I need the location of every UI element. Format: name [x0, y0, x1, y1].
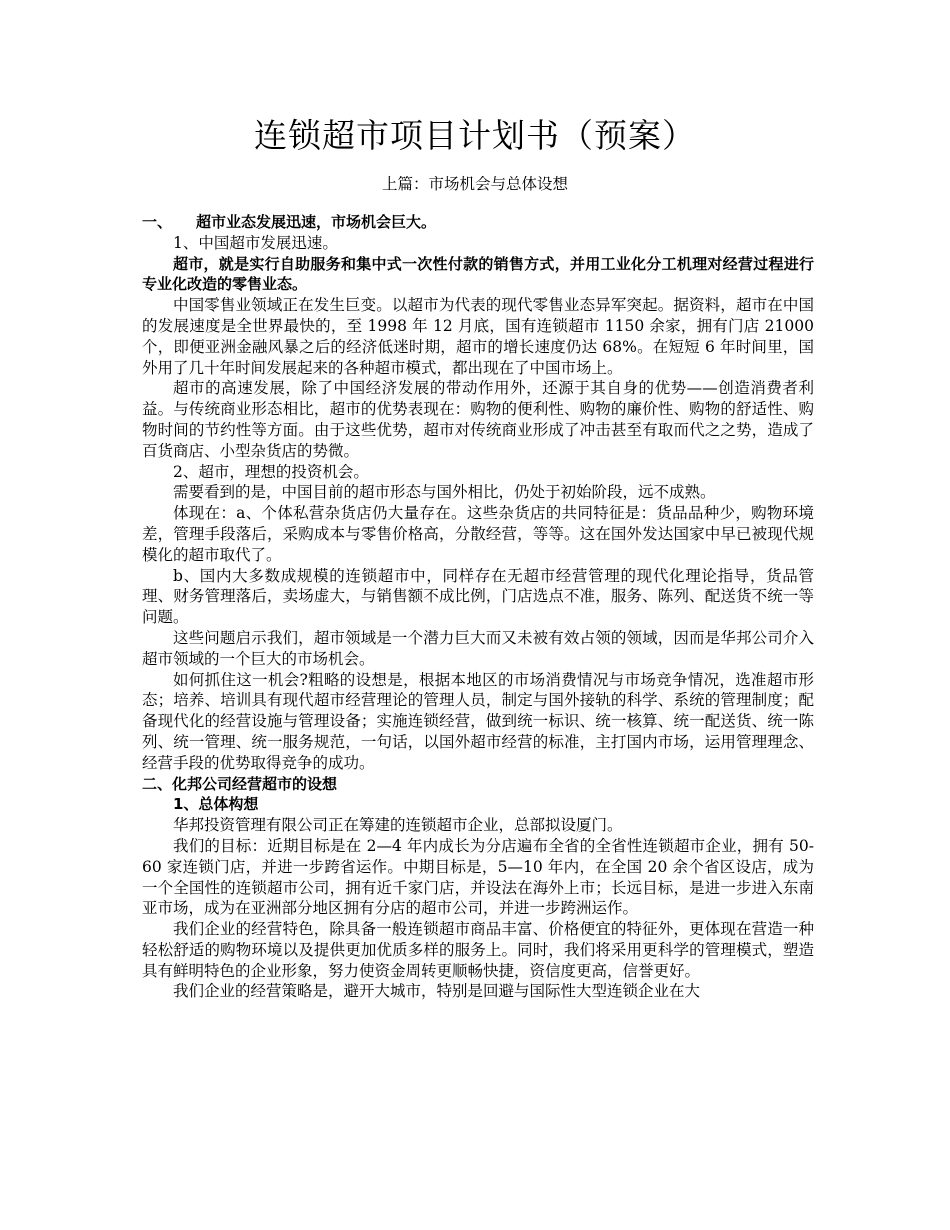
document-body [142, 212, 814, 1002]
section-1-heading [142, 212, 814, 233]
section-1-number: 一、 [142, 213, 173, 231]
paragraph: 超市的高速发展，除了中国经济发展的带动作用外，还源于其自身的优势——创造消费者利益。与传统商业形态相比，超市的优势表现在：购物的便利性、购物的廉价性、购物的舒适性、购物时间的节约性等方面。由于这些优势，超市对传统商业形成了冲击甚至有取而代之之势，造成了百货商店、小型杂货店的势微。 [142, 379, 814, 460]
paragraph: b、国内大多数成规模的连锁超市中，同样存在无超市经营管理的现代化理论指导，货品管理、财务管理落后，卖场虚大，与销售额不成比例，门店选点不准，服务、陈列、配送货不统一等问题。 [142, 566, 814, 627]
paragraph: 如何抓住这一机会?粗略的设想是，根据本地区的市场消费情况与市场竞争情况，选准超市形态；培养、培训具有现代超市经营理论的管理人员，制定与国外接轨的科学、系统的管理制度；配备现代化的经营设施与管理设备；实施连锁经营，做到统一标识、统一核算、统一配送货、统一陈列、统一管理、统一服务规范，一句话，以国外超市经营的标准，主打国内市场，运用管理理念、经营手段的优势取得竞争的成功。 [142, 670, 814, 772]
document-subtitle: 上篇：市场机会与总体设想 [381, 175, 568, 193]
document-title: 连锁超市项目计划书（预案） [254, 116, 696, 155]
paragraph: 我们企业的经营特色，除具备一般连锁超市商品丰富、价格便宜的特征外，更体现在营造一种轻松舒适的购物环境以及提供更加优质多样的服务上。同时，我们将采用更科学的管理模式，塑造具有鲜明特色的企业形象，努力使资金周转更顺畅快捷，资信度更高，信誉更好。 [142, 920, 814, 980]
paragraph: 华邦投资管理有限公司正在筹建的连锁超市企业，总部拟设厦门。 [173, 816, 623, 835]
paragraph: 中国零售业领域正在发生巨变。以超市为代表的现代零售业态异军突起。据资料，超市在中国的发展速度是全世界最快的，至 1998 年 12 月底，国有连锁超市 1150 余家，拥有门店 21000 个，即便亚洲金融风暴之后的经济低迷时期，超市的增长速度仍达 68%。在短短 6 年时间里，国外用了几十年时间发展起来的各种超市模式，都出现在了中国市场上。 [142, 296, 814, 377]
subsection-1-2-heading: 2、超市，理想的投资机会。 [173, 462, 369, 481]
section-2-heading: 二、化邦公司经营超市的设想 [142, 774, 338, 793]
paragraph: 体现在：a、个体私营杂货店仍大量存在。这些杂货店的共同特征是：货品品种少，购物环境差，管理手段落后，采购成本与零售价格高，分散经营，等等。这在国外发达国家中早已被现代规模化的超市取代了。 [142, 504, 814, 564]
paragraph: 我们的目标：近期目标是在 2—4 年内成长为分店遍布全省的全省性连锁超市企业，拥有 50-60 家连锁门店，并进一步跨省运作。中期目标是，5—10 年内，在全国 20 余个省区设店，成为一个全国性的连锁超市公司，拥有近千家门店，并设法在海外上市；长远目标，是进一步进入东南亚市场，成为在亚洲部分地区拥有分店的超市公司，并进一步跨洲运作。 [142, 836, 814, 918]
paragraph: 需要看到的是，中国目前的超市形态与国外相比，仍处于初始阶段，远不成熟。 [173, 483, 716, 502]
paragraph: 这些问题启示我们，超市领域是一个潜力巨大而又未被有效占领的领域，因而是华邦公司介入超市领域的一个巨大的市场机会。 [142, 628, 814, 668]
paragraph: 我们企业的经营策略是，避开大城市，特别是回避与国际性大型连锁企业在大 [173, 982, 701, 1001]
supermarket-definition: 超市，就是实行自助服务和集中式一次性付款的销售方式，并用工业化分工机理对经营过程进行专业化改造的零售业态。 [142, 254, 814, 294]
subsection-1-1-heading: 1、中国超市发展迅速。 [173, 233, 338, 252]
subsection-2-1-heading: 1、总体构想 [173, 795, 259, 814]
section-1-title: 超市业态发展迅速，市场机会巨大。 [196, 213, 437, 231]
